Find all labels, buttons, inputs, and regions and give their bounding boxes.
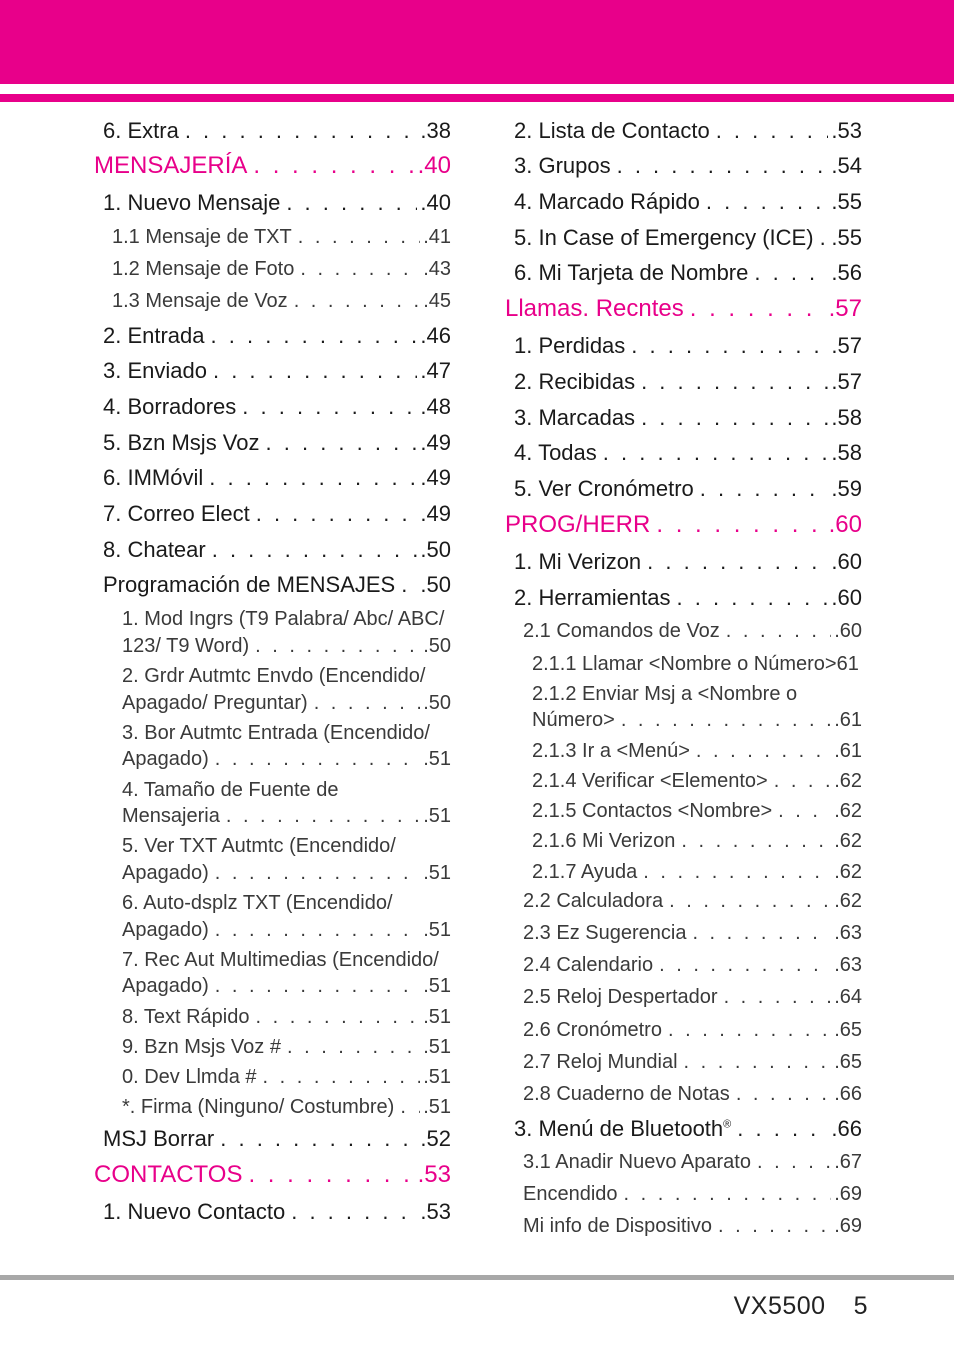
toc-entry — [532, 830, 862, 853]
leader-dots — [641, 405, 828, 431]
page-footer — [734, 1292, 868, 1321]
leader-dots — [778, 800, 831, 823]
toc-entry-label: 1. Nuevo Contacto — [103, 1199, 286, 1224]
toc-entry-page: .69 — [834, 1215, 862, 1237]
toc-entry-label: 2.6 Cronómetro — [523, 1019, 662, 1041]
toc-entry-page: .53 — [831, 118, 862, 143]
toc-entry-page: .67 — [834, 1151, 862, 1173]
leader-dots — [631, 333, 828, 359]
toc-entry-page: .61 — [834, 740, 862, 762]
toc-entry-page: .50 — [420, 537, 451, 562]
toc-entry — [112, 290, 451, 313]
toc-entry-page: .40 — [420, 190, 451, 215]
toc-entry-page: .51 — [423, 1036, 451, 1058]
toc-entry-line1: 5. Ver TXT Autmtc (Encendido/ — [122, 835, 396, 857]
toc-entry-text: 3. Menú de Bluetooth — [514, 1116, 724, 1141]
toc-entry-page: .41 — [423, 226, 451, 248]
toc-entry-label: 2. Entrada — [103, 323, 205, 348]
toc-entry-label: 123/ T9 Word) — [122, 635, 250, 657]
toc-entry — [514, 585, 862, 611]
leader-dots — [287, 1036, 420, 1059]
leader-dots — [718, 1215, 831, 1238]
toc-entry-page: .58 — [831, 440, 862, 465]
leader-dots — [736, 1083, 831, 1106]
toc-entry — [103, 1199, 451, 1225]
leader-dots — [603, 440, 829, 466]
toc-entry-label: 5. Bzn Msjs Voz — [103, 430, 260, 455]
toc-entry-label: 2.5 Reloj Despertador — [523, 986, 718, 1008]
toc-entry-page: .45 — [423, 290, 451, 312]
toc-entry-label: Apagado) — [122, 919, 209, 941]
toc-entry-line1: 6. Auto-dsplz TXT (Encendido/ — [122, 892, 393, 914]
toc-entry-page: .55 — [831, 189, 862, 214]
leader-dots — [700, 476, 829, 502]
toc-entry-label: Apagado) — [122, 975, 209, 997]
toc-entry-page: .65 — [834, 1051, 862, 1073]
toc-entry-page: .51 — [423, 919, 451, 941]
leader-dots — [291, 1199, 417, 1225]
toc-entry-label: 2.1.3 Ir a <Menú> — [532, 740, 690, 762]
toc-entry-page: .50 — [420, 572, 451, 597]
leader-dots — [696, 740, 831, 763]
toc-entry — [122, 1006, 451, 1029]
leader-dots — [314, 692, 421, 715]
leader-dots — [248, 1161, 414, 1189]
toc-entry — [122, 635, 451, 658]
toc-entry — [122, 919, 451, 942]
toc-entry — [112, 258, 451, 281]
toc-entry-page: .43 — [423, 258, 451, 280]
leader-dots — [286, 190, 417, 216]
toc-entry — [523, 1215, 862, 1238]
toc-entry-label: 8. Chatear — [103, 537, 206, 562]
toc-entry-label: 0. Dev Llmda # — [122, 1066, 257, 1088]
leader-dots — [656, 511, 825, 539]
toc-entry-label: 2.1.5 Contactos <Nombre> — [532, 800, 773, 822]
toc-entry-page: .60 — [831, 549, 862, 574]
toc-entry — [103, 572, 451, 598]
leader-dots — [212, 537, 418, 563]
toc-entry — [532, 709, 862, 732]
toc-entry-page: .60 — [834, 620, 862, 642]
toc-entry-label: 5. Ver Cronómetro — [514, 476, 694, 501]
toc-entry — [532, 861, 862, 884]
toc-entry — [532, 800, 862, 823]
toc-entry-label: 2.1 Comandos de Voz — [523, 620, 720, 642]
toc-entry-line1: 7. Rec Aut Multimedias (Encendido/ — [122, 949, 439, 971]
toc-entry — [514, 118, 862, 144]
toc-entry — [523, 922, 862, 945]
toc-entry-label: Programación de MENSAJES — [103, 572, 396, 597]
toc-entry — [112, 226, 451, 249]
toc-entry-page: .38 — [420, 118, 451, 143]
toc-entry — [514, 476, 862, 502]
toc-entry-label: 1. Perdidas — [514, 333, 626, 358]
toc-entry — [122, 748, 451, 771]
model-name: VX5500 — [733, 1292, 826, 1320]
toc-entry — [523, 1183, 862, 1206]
toc-entry — [514, 369, 862, 395]
toc-entry-label: 3. Grupos — [514, 153, 611, 178]
toc-entry-page: .51 — [423, 862, 451, 884]
toc-entry — [103, 1126, 451, 1152]
leader-dots — [624, 1183, 832, 1206]
toc-entry-page: .63 — [834, 954, 862, 976]
section-page: .53 — [417, 1161, 451, 1188]
toc-entry — [514, 153, 862, 179]
leader-dots — [185, 118, 418, 144]
leader-dots — [242, 394, 417, 420]
leader-dots — [400, 1096, 420, 1119]
leader-dots — [298, 226, 420, 249]
toc-entry — [514, 189, 862, 215]
toc-entry-page: .46 — [420, 323, 451, 348]
toc-entry — [523, 954, 862, 977]
toc-entry-page: .63 — [834, 922, 862, 944]
toc-entry — [103, 118, 451, 144]
toc-section-heading — [505, 295, 862, 323]
toc-entry-page: .65 — [834, 1019, 862, 1041]
leader-dots — [220, 1126, 417, 1152]
leader-dots — [647, 549, 828, 575]
toc-entry-label: 2. Recibidas — [514, 369, 636, 394]
toc-entry-page: .51 — [423, 805, 451, 827]
toc-entry-page: .49 — [420, 430, 451, 455]
toc-entry-label: 4. Marcado Rápido — [514, 189, 700, 214]
toc-entry-label: 1.3 Mensaje de Voz — [112, 290, 288, 312]
toc-entry-label: Apagado/ Preguntar) — [122, 692, 308, 714]
toc-entry — [103, 501, 451, 527]
toc-entry-label: 6. Extra — [103, 118, 179, 143]
toc-entry-page: .62 — [834, 830, 862, 852]
leader-dots — [209, 465, 417, 491]
toc-entry-label: 2.1.4 Verificar <Elemento> — [532, 770, 768, 792]
toc-entry — [122, 692, 451, 715]
leader-dots — [621, 709, 831, 732]
toc-entry-label: Mi info de Dispositivo — [523, 1215, 712, 1237]
toc-entry-label: 2.1.6 Mi Verizon — [532, 830, 676, 852]
leader-dots — [253, 152, 414, 180]
toc-entry-label: 2.2 Calculadora — [523, 890, 664, 912]
section-page: .57 — [828, 295, 862, 322]
toc-entry-line1: 2. Grdr Autmtc Envdo (Encendido/ — [122, 665, 426, 687]
section-label: Llamas. Recntes — [505, 295, 684, 322]
toc-entry-page: .51 — [423, 1006, 451, 1028]
toc-entry — [523, 890, 862, 913]
toc-entry-label: *. Firma (Ninguno/ Costumbre) — [122, 1096, 395, 1118]
toc-entry — [523, 620, 862, 643]
section-label: MENSAJERÍA — [94, 152, 248, 179]
toc-entry-page: .55 — [831, 225, 862, 250]
toc-entry — [523, 1051, 862, 1074]
toc-entry-label: 1.2 Mensaje de Foto — [112, 258, 295, 280]
section-label: CONTACTOS — [94, 1161, 243, 1188]
toc-entry — [523, 1083, 862, 1106]
toc-entry — [122, 1096, 451, 1119]
toc-entry-page: .51 — [423, 1096, 451, 1118]
toc-entry-page: .50 — [423, 635, 451, 657]
section-page: .60 — [828, 511, 862, 538]
footer-rule — [0, 1275, 954, 1280]
toc-entry-label: 1. Nuevo Mensaje — [103, 190, 281, 215]
toc-entry — [103, 323, 451, 349]
toc-entry — [514, 440, 862, 466]
toc-entry-label: 3.1 Anadir Nuevo Aparato — [523, 1151, 751, 1173]
toc-entry — [122, 862, 451, 885]
toc-entry-page: .61 — [834, 709, 862, 731]
toc-entry-page: .60 — [831, 585, 862, 610]
leader-dots — [681, 830, 831, 853]
toc-entry-page: .51 — [423, 1066, 451, 1088]
toc-entry — [103, 394, 451, 420]
leader-dots — [659, 954, 831, 977]
toc-entry — [122, 805, 451, 828]
leader-dots — [726, 620, 831, 643]
toc-entry-line1: 4. Tamaño de Fuente de — [122, 779, 339, 801]
toc-entry — [523, 986, 862, 1009]
toc-entry-page: .57 — [831, 369, 862, 394]
toc-entry — [532, 770, 862, 793]
leader-dots — [215, 975, 420, 998]
toc-entry-page: .56 — [831, 260, 862, 285]
leader-dots — [690, 295, 826, 323]
section-page: .40 — [417, 152, 451, 179]
leader-dots — [757, 1151, 831, 1174]
toc-entry — [122, 975, 451, 998]
toc-entry-label: 1.1 Mensaje de TXT — [112, 226, 292, 248]
toc-entry-label: 9. Bzn Msjs Voz # — [122, 1036, 281, 1058]
leader-dots — [668, 1019, 831, 1042]
toc-entry — [122, 1036, 451, 1059]
toc-entry-label: 4. Todas — [514, 440, 597, 465]
leader-dots — [215, 748, 420, 771]
toc-entry-page: .50 — [423, 692, 451, 714]
toc-entry-label: 2.3 Ez Sugerencia — [523, 922, 687, 944]
toc-entry — [532, 740, 862, 763]
toc-entry-page: .66 — [831, 1116, 862, 1141]
toc-entry-line1: 3. Bor Autmtc Entrada (Encendido/ — [122, 722, 430, 744]
toc-entry-label: Mensajeria — [122, 805, 220, 827]
leader-dots — [211, 323, 418, 349]
toc-entry-label: 2.4 Calendario — [523, 954, 654, 976]
toc-section-heading — [505, 511, 862, 539]
toc-entry-page: .49 — [420, 501, 451, 526]
toc-entry-page: .66 — [834, 1083, 862, 1105]
toc-entry-page: .62 — [834, 890, 862, 912]
leader-dots — [215, 862, 420, 885]
leader-dots — [641, 369, 828, 395]
leader-dots — [643, 861, 831, 884]
toc-entry-label: Número> — [532, 709, 615, 731]
leader-dots — [692, 922, 831, 945]
toc-entry-page: .49 — [420, 465, 451, 490]
toc-entry — [514, 549, 862, 575]
toc-entry — [523, 1019, 862, 1042]
toc-entry-label: 2. Herramientas — [514, 585, 671, 610]
toc-entry — [103, 465, 451, 491]
toc-entry-label: 2. Lista de Contacto — [514, 118, 710, 143]
leader-dots — [724, 986, 832, 1009]
toc-section-heading — [94, 1161, 451, 1189]
toc-entry-page: .53 — [420, 1199, 451, 1224]
leader-dots — [213, 358, 417, 384]
toc-entry — [514, 225, 862, 251]
toc-entry-label: 4. Borradores — [103, 394, 237, 419]
toc-entry-page: .62 — [834, 861, 862, 883]
toc-entry-label: 6. IMMóvil — [103, 465, 204, 490]
toc-entry-label: Apagado) — [122, 862, 209, 884]
leader-dots — [774, 770, 831, 793]
leader-dots — [684, 1051, 832, 1074]
leader-dots — [617, 153, 829, 179]
leader-dots — [716, 118, 829, 144]
leader-dots — [706, 189, 829, 215]
toc-entry — [103, 430, 451, 456]
leader-dots — [754, 260, 828, 286]
toc-entry-page: .48 — [420, 394, 451, 419]
toc-entry — [103, 190, 451, 216]
toc-entry-page: .51 — [423, 975, 451, 997]
leader-dots — [737, 1116, 828, 1142]
toc-entry — [523, 1151, 862, 1174]
leader-dots — [255, 635, 420, 658]
toc-entry-label: 2.8 Cuaderno de Notas — [523, 1083, 730, 1105]
toc-entry-page: .62 — [834, 800, 862, 822]
toc-entry-label: 2.1.7 Ayuda — [532, 861, 638, 883]
toc-entry-label: 5. In Case of Emergency (ICE) — [514, 225, 814, 250]
toc-entry — [514, 1116, 862, 1142]
header-band — [0, 0, 954, 84]
toc-entry — [514, 405, 862, 431]
page-number: 5 — [853, 1292, 868, 1320]
leader-dots — [226, 805, 420, 828]
toc-entry-page: .58 — [831, 405, 862, 430]
toc-entry-line1: 1. Mod Ingrs (T9 Palabra/ Abc/ ABC/ — [122, 608, 445, 630]
toc-entry — [103, 358, 451, 384]
leader-dots — [401, 572, 417, 598]
leader-dots — [266, 430, 418, 456]
leader-dots — [300, 258, 420, 281]
toc-entry-label: 3. Enviado — [103, 358, 207, 383]
leader-dots — [215, 919, 420, 942]
leader-dots — [256, 1006, 421, 1029]
toc-entry-label: 8. Text Rápido — [122, 1006, 250, 1028]
toc-entry-label: 7. Correo Elect — [103, 501, 250, 526]
toc-entry — [122, 1066, 451, 1089]
toc-entry-page: .59 — [831, 476, 862, 501]
registered-mark: ® — [723, 1118, 732, 1131]
toc-entry: 2.1.1 Llamar <Nombre o Número>61 — [532, 653, 859, 675]
toc-entry-label: 1. Mi Verizon — [514, 549, 642, 574]
toc-entry-label: 6. Mi Tarjeta de Nombre — [514, 260, 749, 285]
toc-entry-page: .69 — [834, 1183, 862, 1205]
toc-entry — [514, 333, 862, 359]
leader-dots — [669, 890, 831, 913]
toc-entry-page: .51 — [423, 748, 451, 770]
toc-entry-label: 2.7 Reloj Mundial — [523, 1051, 678, 1073]
leader-dots — [294, 290, 421, 313]
leader-dots — [256, 501, 418, 527]
toc-entry-page: .57 — [831, 333, 862, 358]
toc-entry-line1: 2.1.2 Enviar Msj a <Nombre o — [532, 683, 798, 705]
toc-entry — [514, 260, 862, 286]
header-rule — [0, 94, 954, 102]
toc-entry — [103, 537, 451, 563]
leader-dots — [677, 585, 829, 611]
toc-entry-page: .47 — [420, 358, 451, 383]
toc-entry-label: Apagado) — [122, 748, 209, 770]
toc-entry-page: .62 — [834, 770, 862, 792]
toc-entry-label: Encendido — [523, 1183, 618, 1205]
toc-entry-label — [514, 1116, 731, 1142]
toc-entry-page: .64 — [834, 986, 862, 1008]
leader-dots — [820, 225, 829, 251]
leader-dots — [263, 1066, 421, 1089]
toc-entry-page: .54 — [831, 153, 862, 178]
toc-entry-label: MSJ Borrar — [103, 1126, 215, 1151]
toc-entry-label: 3. Marcadas — [514, 405, 636, 430]
section-label: PROG/HERR — [505, 511, 651, 538]
toc-section-heading — [94, 152, 451, 180]
toc-entry-page: .52 — [420, 1126, 451, 1151]
